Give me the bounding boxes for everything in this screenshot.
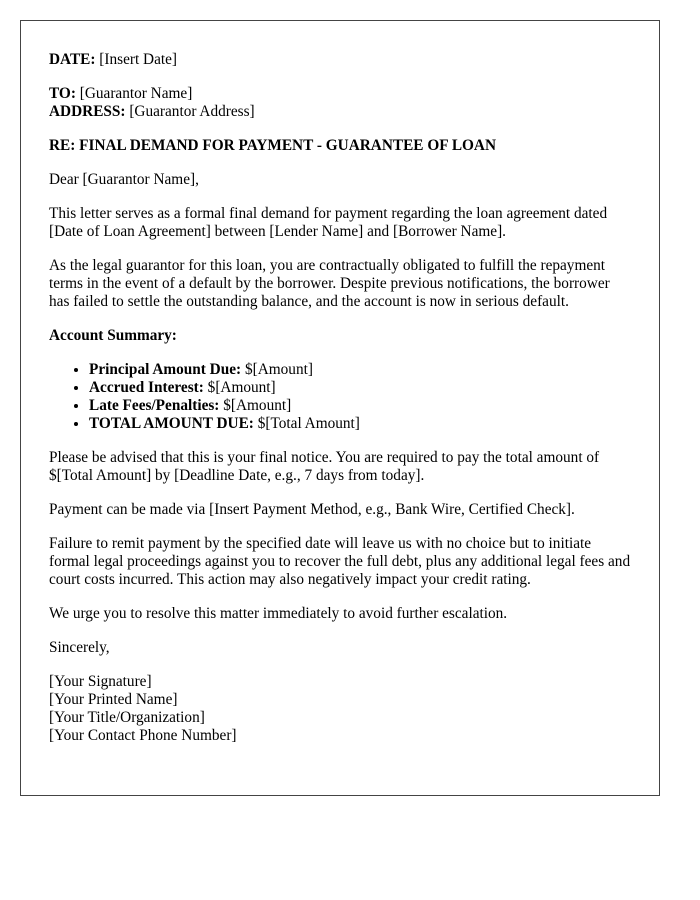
list-item	[89, 379, 631, 397]
summary-item-value: $[Amount]	[207, 379, 276, 396]
summary-item-label: Principal Amount Due:	[89, 361, 242, 378]
summary-item-label: TOTAL AMOUNT DUE:	[89, 415, 254, 432]
recipient-block	[49, 85, 631, 121]
letter-document	[20, 20, 660, 796]
list-item	[89, 415, 631, 433]
title-org-line: [Your Title/Organization]	[49, 709, 205, 726]
paragraph-payment-method: Payment can be made via [Insert Payment Method, e.g., Bank Wire, Certified Check].	[49, 501, 575, 518]
summary-item-label: Accrued Interest:	[89, 379, 204, 396]
summary-item-value: $[Amount]	[223, 397, 292, 414]
signature-block	[49, 673, 631, 745]
address-line	[49, 103, 631, 121]
account-summary-heading: Account Summary:	[49, 327, 177, 344]
account-summary-list	[49, 361, 631, 433]
paragraph-purpose: This letter serves as a formal final demand for payment regarding the loan agreement dated [Date of Loan Agreement] between [Lender Name] and [Borrower Name].	[49, 205, 608, 240]
address-value: [Guarantor Address]	[129, 103, 255, 120]
printed-name-line: [Your Printed Name]	[49, 691, 178, 708]
date-label: DATE:	[49, 51, 96, 68]
date-block	[49, 51, 631, 69]
salutation: Dear [Guarantor Name],	[49, 171, 199, 188]
subject-line: RE: FINAL DEMAND FOR PAYMENT - GUARANTEE OF LOAN	[49, 137, 497, 154]
summary-item-value: $[Total Amount]	[257, 415, 360, 432]
summary-item-value: $[Amount]	[244, 361, 313, 378]
paragraph-legal-warning: Failure to remit payment by the specified date will leave us with no choice but to initiate formal legal proceedings against you to recover the full debt, plus any additional legal fees and court costs incurred. This action may also negatively impact your credit rating.	[49, 535, 631, 588]
paragraph-final-notice: Please be advised that this is your final notice. You are required to pay the total amount of $[Total Amount] by [Deadline Date, e.g., 7 days from today].	[49, 449, 600, 484]
paragraph-urge: We urge you to resolve this matter immediately to avoid further escalation.	[49, 605, 508, 622]
list-item	[89, 361, 631, 379]
to-label: TO:	[49, 85, 76, 102]
contact-phone-line: [Your Contact Phone Number]	[49, 727, 237, 744]
closing-sincerely: Sincerely,	[49, 639, 110, 656]
date-value: [Insert Date]	[99, 51, 178, 68]
to-line	[49, 85, 631, 103]
to-value: [Guarantor Name]	[79, 85, 193, 102]
summary-item-label: Late Fees/Penalties:	[89, 397, 220, 414]
date-line	[49, 51, 631, 69]
paragraph-obligation: As the legal guarantor for this loan, you are contractually obligated to fulfill the repayment terms in the event of a default by the borrower. Despite previous notifications, the borrower has failed to settle the outstanding balance, and the account is now in serious default.	[49, 257, 610, 310]
signature-line: [Your Signature]	[49, 673, 152, 690]
list-item	[89, 397, 631, 415]
address-label: ADDRESS:	[49, 103, 126, 120]
